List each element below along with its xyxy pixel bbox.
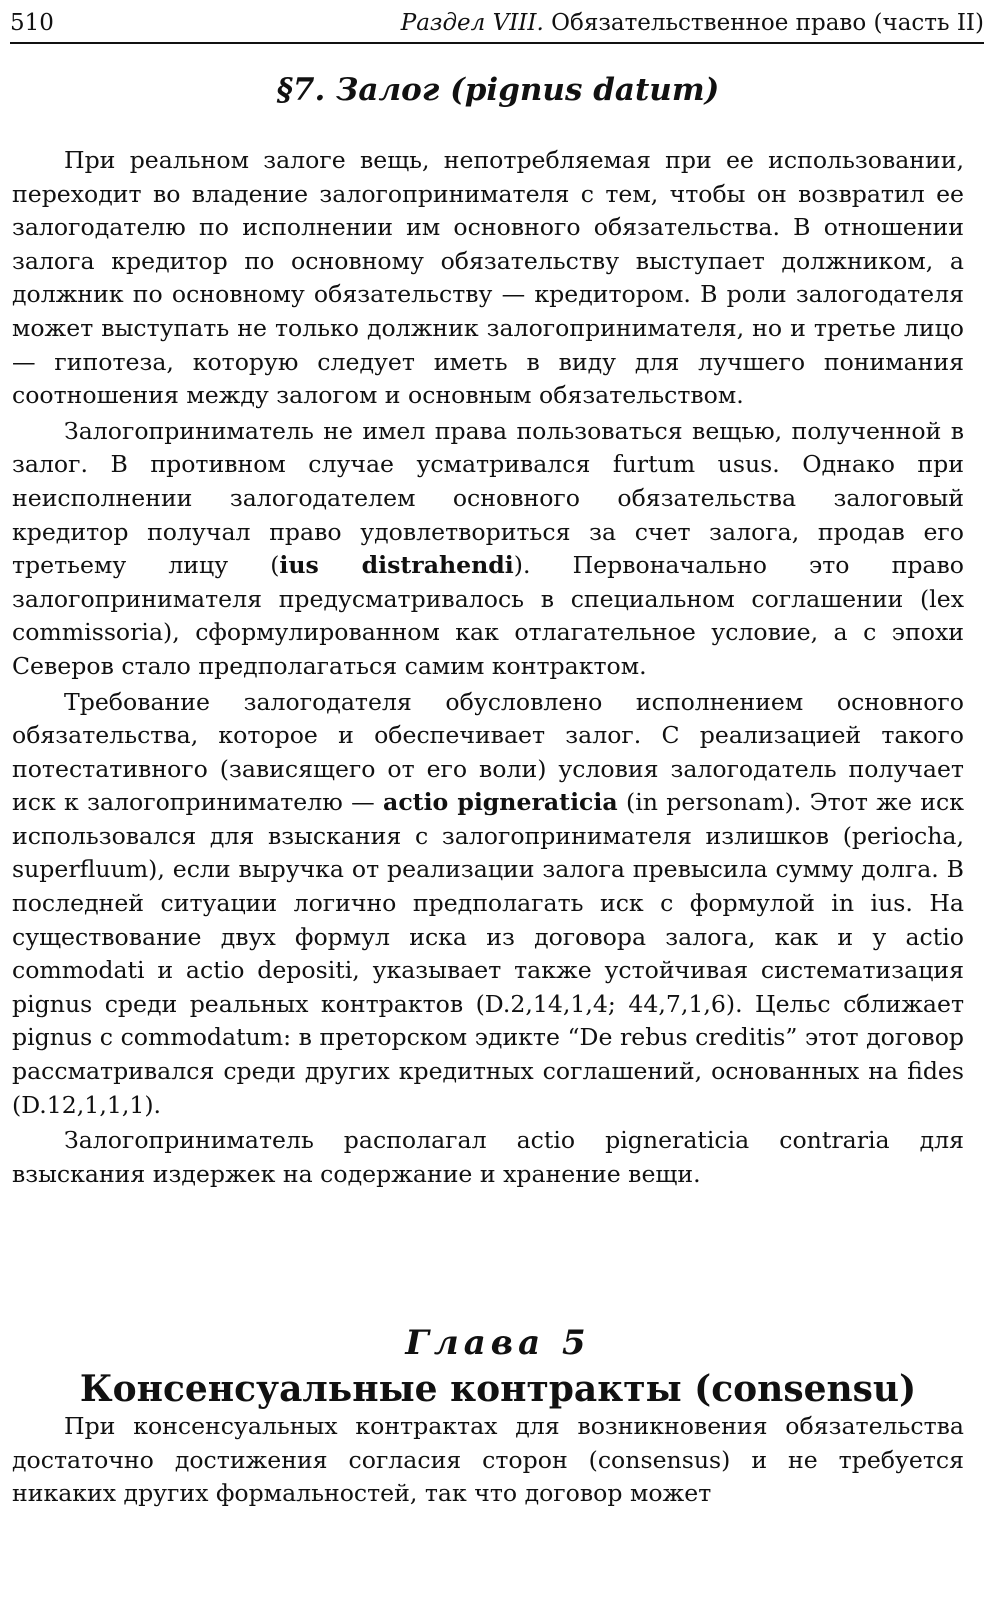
running-header [10,8,984,44]
page-number: 510 [10,10,54,36]
running-title-text: Обязательственное право (часть II) [551,10,984,36]
paragraph-2-text-a: Залогоприниматель не имел права пользоваться вещью, полученной в залог. В противном случае усматривался furtum usus. Однако при неисполнении залогодателем основного обязательства залоговый кредитор получал право удовлетвориться за счет залога, продав его третьему лицу ( [12,416,964,580]
paragraph-2 [12,415,964,684]
section-heading: §7. Залог (pignus datum) [276,72,720,108]
paragraph-3 [12,686,964,1123]
paragraph-3-text-a: Требование залогодателя обусловлено исполнением основного обязательства, которое и обеспечивает залог. С реализацией такого потестативного (зависящего от его воли) условия залогодатель получает иск к залогопринимателю — [12,687,964,817]
running-title [401,8,984,38]
chapter-number: Глава 5 [405,1323,591,1363]
paragraph-3-text-b: (in personam). Этот же иск использовался для взыскания с залогопринимателя излишков (periocha, superfluum), если выручка от реализации залога превысила сумму долга. В последней ситуации логично предполагать иск с формулой in ius. На существование двух формул иска из договора залога, как и у actio commodati и actio depositi, указывает также устойчивая систематизация pignus среди реальных контрактов (D.2,14,1,4; 44,7,1,6). Цельс сближает pignus с commodatum: в преторском эдикте “De rebus creditis” этот договор рассматривался среди других кредитных соглашений, основанных на fides (D.12,1,1,1). [12,788,964,1119]
section-body [12,144,964,1191]
paragraph-2-text-b: ). Первоначально это право залогопринимателя предусматривалось в специальном соглашении (lex commissoria), сформулированном как отлагательное условие, а с эпохи Северов стало предполагаться самим контрактом. [12,551,964,680]
paragraph-1: При реальном залоге вещь, непотребляемая при ее использовании, переходит во владение залогопринимателя с тем, чтобы он возвратил ее залогодателю по исполнении им основного обязательства. В отношении залога кредитор по основному обязательству выступает должником, а должник по основному обязательству — кредитором. В роли залогодателя может выступать не только должник залогопринимателя, но и третье лицо — гипотеза, которую следует иметь в виду для лучшего понимания соотношения между залогом и основным обязательством. [12,146,964,410]
term-actio-pigneraticia: actio pigneraticia [383,788,618,817]
term-ius-distrahendi: ius distrahendi [279,551,514,580]
chapter-intro-paragraph: При консенсуальных контрактах для возникновения обязательства достаточно достижения согласия сторон (consensus) и не требуется никаких других формальностей, так что договор может [12,1412,964,1508]
running-title-section-label: Раздел VIII. [400,10,544,36]
paragraph-4: Залогоприниматель располагал actio pigneraticia contraria для взыскания издержек на содержание и хранение вещи. [12,1126,964,1188]
chapter-body [12,1410,964,1511]
chapter-title: Консенсуальные контракты (consensu) [79,1368,917,1410]
